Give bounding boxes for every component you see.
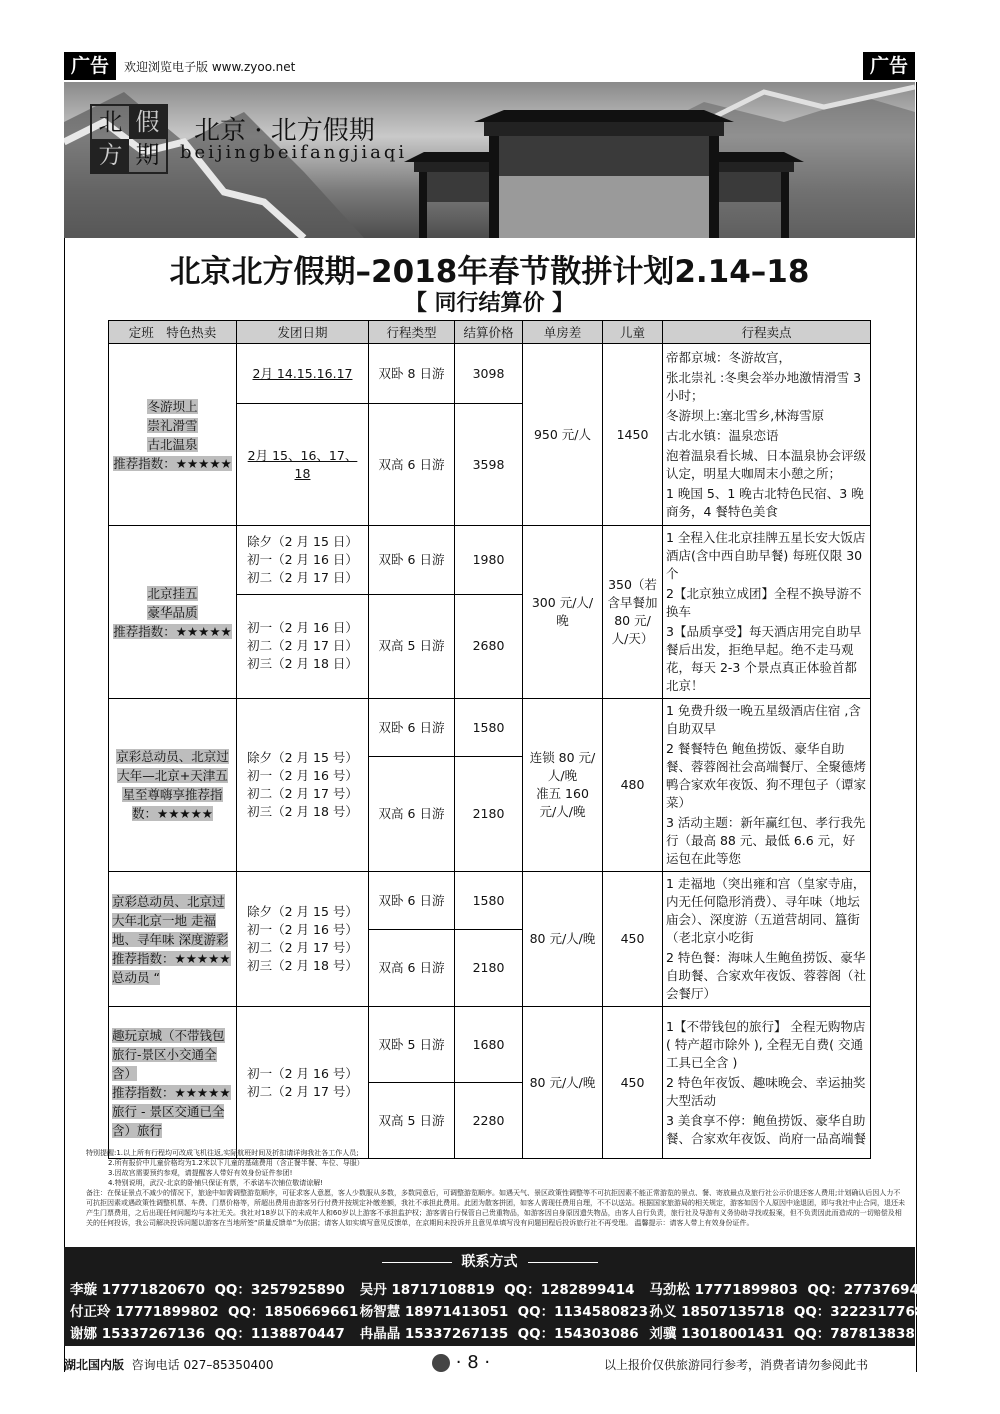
- date-cell: 初一（2 月 16 号） 初二（2 月 17 号）: [237, 1007, 369, 1159]
- type-cell: 双高 5 日游: [369, 594, 455, 698]
- table-row: [109, 872, 871, 930]
- contact-entry: 杨智慧 18971413051 QQ：1134580823: [359, 1304, 649, 1320]
- child-price-cell: 350（若含早餐加 80 元/人/天）: [603, 526, 663, 699]
- price-cell: 2680: [455, 594, 523, 698]
- col-header: 行程卖点: [663, 321, 871, 344]
- brand-name: 北京 · 北方假期: [194, 116, 375, 146]
- contact-entry: 冉晶晶 15337267135 QQ：154303086: [359, 1326, 639, 1342]
- table-row: [109, 526, 871, 595]
- brand-pinyin: beijingbeifangjiaqi: [180, 142, 408, 163]
- point-item: 2【北京独立成团】全程不换导游不换车: [666, 586, 862, 619]
- type-cell: 双高 6 日游: [369, 930, 455, 1007]
- phone-number[interactable]: 15337267136: [101, 1326, 206, 1342]
- date-cell: 2月 15、16、17、18: [237, 404, 369, 526]
- feature-cell: 京彩总动员、北京过大年—北京+天津五星至尊嗨享推荐指数：★★★★★: [109, 699, 237, 872]
- points-cell: [663, 699, 871, 872]
- phone-number[interactable]: 13018001431: [681, 1326, 785, 1342]
- point-item: 古北水镇：温泉恋语: [666, 427, 779, 443]
- phone-number[interactable]: 18717108819: [391, 1282, 495, 1298]
- date-cell: 除夕（2 月 15 日） 初一（2 月 16 日） 初二（2 月 17 日）: [237, 526, 369, 595]
- points-cell: [663, 1007, 871, 1159]
- col-header: 结算价格: [455, 321, 523, 344]
- phone-number[interactable]: 17771820670: [101, 1282, 206, 1298]
- point-item: 1 晚国 5、1 晚古北特色民宿、3 晚商务，4 餐特色美食: [666, 485, 864, 519]
- type-cell: 双卧 5 日游: [369, 1007, 455, 1083]
- col-header: 儿童: [603, 321, 663, 344]
- qq-number[interactable]: QQ：1134580823: [517, 1304, 649, 1320]
- page-number: 8: [467, 1352, 479, 1373]
- note-line: 3.因故宫需要预约参观，请提醒客人带好有效身份证件参团!: [108, 1169, 293, 1177]
- single-room-cell: 连锁 80 元/人/晚 准五 160 元/人/晚: [523, 699, 603, 872]
- point-item: 张北崇礼 :冬奥会举办地激情滑雪 3 小时；: [666, 369, 862, 403]
- contact-entry: 刘骥 13018001431 QQ：787813838: [649, 1326, 915, 1342]
- qq-number[interactable]: QQ：1282899414: [504, 1282, 635, 1298]
- note-line: 2.所有报价中儿童价格均为1.2米以下儿童的基础费用（含正餐半餐、车位、导服）: [108, 1159, 364, 1167]
- type-cell: 双高 6 日游: [369, 404, 455, 526]
- phone-number[interactable]: 17771899802: [115, 1304, 219, 1320]
- notes-block: [86, 1148, 906, 1228]
- point-item: 1 全程入住北京挂牌五星长安大饭店酒店(含中西自助早餐) 每班仅限 30 个: [666, 530, 866, 581]
- note-line: 备注：在保证景点不减少的情况下，旅途中如需调整游览顺序，可征求客人意愿，客人少数服从多数，多数同意后，可调整游览顺序。如遇天气、景区政策性调整等不可抗拒因素不能正常游览的景点、餐、寄放最点及旅行社公示价退还客人费用;计划确认后因人力不可抗拒因素或遇政策性调整机票、车费、门票价格等，所超出费用由游客另行付费并按规定补缴差额，我社不承担此费用。此团为散客拼团，如客人需现任费用自理，不不以送站。根据国家旅游局的相关规定，游客如因个人原因中途退团，即与我社中止合同，退还未产生门票费用，之后出现任何问题均与本社无关。我社对18岁以下的未成年人和60岁以上游客不承担监护权；游客需自行保管自己贵重物品，如游客因自身原因遗失物品，由客人自行负责，旅行社及导游有义务协助寻找或报案，但不负责因此而造成的一切赔偿及相关的任何投诉，我公司解决投诉问题以游客在当地所签“质量反馈单”为依据；请客人如实填写意见反馈单，在京期间未投诉并且意见单填写没有问题回程后投诉旅行社不再受理。 温馨提示：请客人带上有效身份证件。: [86, 1189, 905, 1227]
- col-header: 行程类型: [369, 321, 455, 344]
- note-line: 4.特别说明，武汉-北京的卧铺只保证有票，不承诺车次铺位敬请谅解!: [108, 1179, 324, 1187]
- ad-tag-left: 广告: [64, 52, 116, 80]
- price-cell: 2280: [455, 1083, 523, 1159]
- table-header-row: [109, 321, 871, 344]
- contact-entry: 马劲松 17771899803 QQ：2773769434: [649, 1282, 938, 1298]
- type-cell: 双高 6 日游: [369, 757, 455, 872]
- date-cell: 除夕（2 月 15 号） 初一（2 月 16 号） 初二（2 月 17 号） 初三（2 月 18 号）: [237, 699, 369, 872]
- point-item: 泡着温泉看长城、日本温泉协会评级认定，明星大咖周末小憩之所；: [666, 447, 867, 481]
- single-room-cell: 80 元/人/晚: [523, 1007, 603, 1159]
- page-title: 北京北方假期–2018年春节散拼计划2.14–18: [169, 254, 810, 290]
- phone-number[interactable]: 18507135718: [681, 1304, 785, 1320]
- hotline[interactable]: 咨询电话 027–85350400: [131, 1358, 274, 1372]
- phone-number[interactable]: 18971413051: [404, 1304, 509, 1320]
- footer-left: [64, 1356, 273, 1373]
- table-row: [109, 344, 871, 404]
- col-header: 单房差: [523, 321, 603, 344]
- contact-row: [70, 1322, 915, 1342]
- point-item: 1 免费升级一晚五星级酒店住宿 ,含自助双早: [666, 703, 861, 736]
- date-cell: 2月 14.15.16.17: [237, 344, 369, 404]
- brand-logo: 北 假 方 期: [90, 104, 168, 174]
- type-cell: 双高 5 日游: [369, 1083, 455, 1159]
- contact-block: [64, 1247, 938, 1346]
- price-cell: 1980: [455, 526, 523, 595]
- child-price-cell: 480: [603, 699, 663, 872]
- page-number-block: · 8 ·: [432, 1352, 490, 1373]
- single-room-cell: 950 元/人: [523, 344, 603, 526]
- qq-number[interactable]: QQ：787813838: [793, 1326, 915, 1342]
- col-header: 定班 特色热卖: [109, 321, 237, 344]
- date-cell: 初一（2 月 16 日） 初二（2 月 17 日） 初三（2 月 18 日）: [237, 594, 369, 698]
- type-cell: 双卧 8 日游: [369, 344, 455, 404]
- point-item: 冬游坝上:塞北雪乡,林海雪原: [666, 407, 825, 423]
- contact-entry: 谢娜 15337267136 QQ：1138870447: [70, 1326, 345, 1342]
- type-cell: 双卧 6 日游: [369, 526, 455, 595]
- point-item: 3 活动主题：新年赢红包、孝行我先行（最高 88 元、最低 6.6 元，好运包在此等您: [666, 815, 866, 866]
- contact-entry: 付正玲 17771899802 QQ：1850669661: [70, 1304, 359, 1320]
- contact-entry: 李璇 17771820670 QQ：3257925890: [70, 1282, 345, 1298]
- table-row: [109, 1007, 871, 1083]
- contact-entry: 吴丹 18717108819 QQ：1282899414: [359, 1282, 635, 1298]
- point-item: 帝都京城：冬游故宫，: [666, 349, 792, 365]
- page-emblem-icon: [432, 1354, 450, 1372]
- point-item: 1【不带钱包的旅行】 全程无购物店( 特产超市除外 ), 全程无自费( 交通工具已全含 ): [666, 1018, 866, 1070]
- type-cell: 双卧 6 日游: [369, 699, 455, 757]
- child-price-cell: 450: [603, 1007, 663, 1159]
- price-cell: 1580: [455, 872, 523, 930]
- phone-number[interactable]: 17771899803: [694, 1282, 798, 1298]
- child-price-cell: 450: [603, 872, 663, 1007]
- points-cell: [663, 344, 871, 526]
- price-table: [108, 320, 871, 1159]
- ad-tag-right: 广告: [863, 52, 915, 80]
- edition-label: 湖北国内版: [64, 1358, 125, 1372]
- qq-number[interactable]: QQ：1138870447: [214, 1326, 345, 1342]
- contact-row: [70, 1300, 924, 1320]
- feature-cell: 京彩总动员、北京过大年北京一地 走福地、寻年味 深度游彩推荐指数：★★★★★总动员 “: [109, 872, 237, 1007]
- child-price-cell: 1450: [603, 344, 663, 526]
- point-item: 1 走福地（突出雍和宫（皇家寺庙，内无任何隐形消费）、寻年味（地坛庙会）、深度游（五道营胡同、簋街（老北京小吃街: [666, 876, 866, 945]
- price-cell: 3098: [455, 344, 523, 404]
- price-cell: 3598: [455, 404, 523, 526]
- contact-row: [70, 1278, 938, 1298]
- col-header: 发团日期: [237, 321, 369, 344]
- point-item: 2 餐餐特色 鲍鱼捞饭、豪华自助餐、蓉蓉阁社会高端餐厅、全聚德烤鸭合家欢年夜饭、狗不理包子（谭家菜）: [666, 741, 867, 810]
- feature-cell: 趣玩京城（不带钱包旅行-景区小交通全含） 推荐指数：★★★★★旅行 - 景区交通已全含）旅行: [109, 1007, 237, 1159]
- qq-number[interactable]: QQ：3257925890: [214, 1282, 345, 1298]
- banner-image: [64, 82, 915, 238]
- contact-heading: 联系方式: [64, 1247, 915, 1271]
- point-item: 3 美食享不停：鲍鱼捞饭、豪华自助餐、合家欢年夜饭、尚府一品高端餐: [666, 1112, 867, 1146]
- qq-number[interactable]: QQ：1850669661: [227, 1304, 359, 1320]
- qq-number[interactable]: QQ：154303086: [517, 1326, 639, 1342]
- point-item: 3【品质享受】每天酒店用完自助早餐后出发，拒绝早起。绝不走马观花，每天 2-3 个景点真正体验首都北京！: [666, 624, 862, 693]
- single-room-cell: 80 元/人/晚: [523, 872, 603, 1007]
- qq-number[interactable]: QQ：2773769434: [807, 1282, 938, 1298]
- table-row: [109, 699, 871, 757]
- single-room-cell: 300 元/人/晚: [523, 526, 603, 699]
- price-cell: 1580: [455, 699, 523, 757]
- price-cell: 2180: [455, 930, 523, 1007]
- qq-number[interactable]: QQ：3222317768: [793, 1304, 925, 1320]
- contact-entry: 孙义 18507135718 QQ：3222317768: [649, 1304, 925, 1320]
- point-item: 2 特色年夜饭、趣味晚会、幸运抽奖大型活动: [666, 1074, 866, 1108]
- feature-cell: 北京挂五 豪华品质 推荐指数：★★★★★: [109, 526, 237, 699]
- note-line: 特别提醒:1.以上所有行程均可改成飞机往返,实际航班时间及折扣请详询我社各工作人员;: [86, 1149, 359, 1157]
- price-cell: 1680: [455, 1007, 523, 1083]
- phone-number[interactable]: 15337267135: [404, 1326, 509, 1342]
- points-cell: [663, 872, 871, 1007]
- points-cell: [663, 526, 871, 699]
- site-url[interactable]: 欢迎浏览电子版 www.zyoo.net: [124, 60, 296, 74]
- type-cell: 双卧 6 日游: [369, 872, 455, 930]
- footer-disclaimer: 以上报价仅供旅游同行参考，消费者请勿参阅此书: [604, 1358, 869, 1372]
- date-cell: 除夕（2 月 15 号） 初一（2 月 16 号） 初二（2 月 17 号） 初三（2 月 18 号）: [237, 872, 369, 1007]
- price-cell: 2180: [455, 757, 523, 872]
- point-item: 2 特色餐：海味人生鲍鱼捞饭、豪华自助餐、合家欢年夜饭、蓉蓉阁（社会餐厅）: [666, 950, 867, 1001]
- page-subtitle: 【 同行结算价 】: [404, 291, 575, 316]
- feature-cell: 冬游坝上 崇礼滑雪 古北温泉 推荐指数：★★★★★: [109, 344, 237, 526]
